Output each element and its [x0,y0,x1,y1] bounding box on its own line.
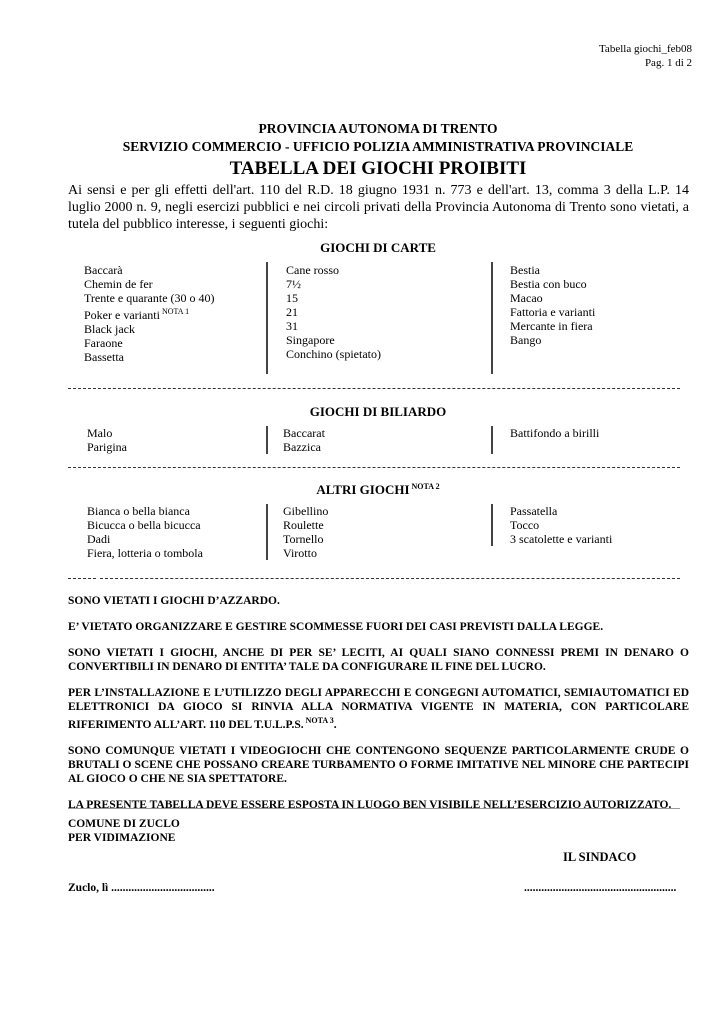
notice: SONO COMUNQUE VIETATI I VIDEOGIOCHI CHE CONTENGONO SEQUENZE PARTICOLARMENTE CRUDE O BRUTALI O SCENE CHE POSSANO CREARE TURBAMENTO O FORME IMITATIVE NEL MINORE CHE PARTECIPI AL GIOCO O CHE NE SIA SPETTATORE. [68,745,689,785]
sindaco-label: IL SINDACO [563,850,637,864]
list-item: Fiera, lotteria o tombola [87,546,203,560]
section-title-altri [68,482,688,498]
list-item: 21 [286,305,298,319]
office-title: SERVIZIO COMMERCIO - UFFICIO POLIZIA AMMINISTRATIVA PROVINCIALE [122,139,634,154]
list-item: Malo [87,426,113,440]
list-item: Bestia con buco [510,277,587,291]
altri-column-3 [510,504,612,546]
list-item: Bassetta [84,350,124,364]
list-item: Mercante in fiera [510,319,593,333]
column-divider [266,504,268,560]
list-item: Poker e varianti [84,308,160,322]
list-item: Cane rosso [286,263,339,277]
list-item: Gibellino [283,504,329,518]
section-title-carte: GIOCHI DI CARTE [320,240,436,255]
section-title-altri-text: ALTRI GIOCHI [316,482,410,497]
list-item: Passatella [510,504,558,518]
document-title: TABELLA DEI GIOCHI PROIBITI [229,158,527,179]
dashed-separator [68,578,96,579]
vidimazione-label: PER VIDIMAZIONE [68,832,176,844]
list-item: Conchino (spietato) [286,347,381,361]
altri-column-1 [87,504,203,560]
comune-name: COMUNE DI ZUCLO [68,818,180,830]
notice: SONO VIETATI I GIOCHI, ANCHE DI PER SE’ LECITI, AI QUALI SIANO CONNESSI PREMI IN DENARO O CONVERTIBILI IN DENARO DI ENTITA’ TALE DA CONFIGURARE IL FINE DEL LUCRO. [68,647,689,673]
note-1-marker: NOTA 1 [161,307,190,316]
page-number: Pag. 1 di 2 [644,57,692,69]
intro-paragraph: Ai sensi e per gli effetti dell'art. 110 del R.D. 18 giugno 1931 n. 773 e dell'art. 13, comma 3 della L.P. 14 luglio 2000 n. 9, negli esercizi pubblici e nei circoli privati della Provincia Autonoma di Trento sono vietati, a tutela del pubblico interesse, i seguenti giochi: [68,183,689,232]
notice-with-note: PER L’INSTALLAZIONE E L’UTILIZZO DEGLI APPARECCHI E CONGEGNI AUTOMATICI, SEMIAUTOMATICI ED ELETTRONICI DA GIOCO SI RINVIA ALLA NORMATIVA VIGENTE IN MATERIA, CON PARTICOLARE RIFERIMENTO ALL’ART. 110 DEL T.U.L.P.S. $^{NOTA 3}$. [68,687,689,731]
list-item: Fattoria e varianti [510,305,596,319]
province-title: PROVINCIA AUTONOMA DI TRENTO [258,121,498,136]
dashed-separator [68,388,680,389]
list-item: Faraone [84,336,123,350]
note-2-marker: NOTA 2 [411,482,440,491]
document-code: Tabella giochi_feb08 [598,43,692,55]
list-item: Baccarà [84,263,123,277]
list-item: Black jack [84,322,135,336]
list-item: Dadi [87,532,111,546]
list-item: Parigina [87,440,127,454]
list-item: 31 [286,319,298,333]
dashed-separator [68,467,680,468]
biliardo-column-1 [87,426,127,454]
note-3-marker: NOTA 3 [305,716,334,725]
list-item: Bestia [510,263,540,277]
notice: LA PRESENTE TABELLA DEVE ESSERE ESPOSTA IN LUOGO BEN VISIBILE NELL’ESERCIZIO AUTORIZZATO. [68,799,672,811]
column-divider [266,426,268,454]
list-item: 3 scatolette e varianti [510,532,613,546]
biliardo-column-2 [283,426,325,454]
list-item: Chemin de fer [84,277,153,291]
list-item: Bianca o bella bianca [87,504,190,518]
section-title-biliardo: GIOCHI DI BILIARDO [309,404,447,419]
list-item: Macao [510,291,543,305]
list-item: Virotto [283,546,317,560]
biliardo-column-3 [510,426,599,440]
dashed-separator [100,578,680,579]
column-divider [491,504,493,546]
notice: E’ VIETATO ORGANIZZARE E GESTIRE SCOMMESSE FUORI DEI CASI PREVISTI DALLA LEGGE. [68,621,604,633]
list-item: Singapore [286,333,335,347]
list-item: Baccarat [283,426,325,440]
horizontal-rule [68,808,680,809]
column-divider [266,262,268,374]
list-item: 15 [286,291,298,305]
list-item: Tornello [283,532,324,546]
column-divider [491,426,493,454]
notices [68,594,689,824]
place-date-field: Zuclo, lì .................................... [68,882,215,894]
list-item-with-note [84,305,215,322]
notice-text: PER L’INSTALLAZIONE E L’UTILIZZO DEGLI APPARECCHI E CONGEGNI AUTOMATICI, SEMIAUTOMATICI ED ELETTRONICI DA GIOCO SI RINVIA ALLA NORMATIVA VIGENTE IN MATERIA, CON PARTICOLARE RIFERIMENTO ALL’ART. 110 DEL T.U.L.P.S. [68,687,689,731]
list-item: Roulette [283,518,324,532]
list-item: Trente e quarante (30 o 40) [84,291,215,305]
carte-column-2 [286,263,381,361]
document-reference [599,42,692,70]
column-divider [491,262,493,374]
carte-column-1 [84,263,215,364]
notice: SONO VIETATI I GIOCHI D’AZZARDO. [68,595,280,607]
list-item: Tocco [510,518,540,532]
list-item: Battifondo a birilli [510,426,600,440]
signature-line: ..................................................... [524,882,677,894]
altri-column-2 [283,504,328,560]
comune-block [68,817,180,845]
list-item: Bango [510,333,542,347]
list-item: 7½ [286,277,301,291]
list-item: Bicucca o bella bicucca [87,518,201,532]
list-item: Bazzica [283,440,321,454]
carte-column-3 [510,263,595,347]
